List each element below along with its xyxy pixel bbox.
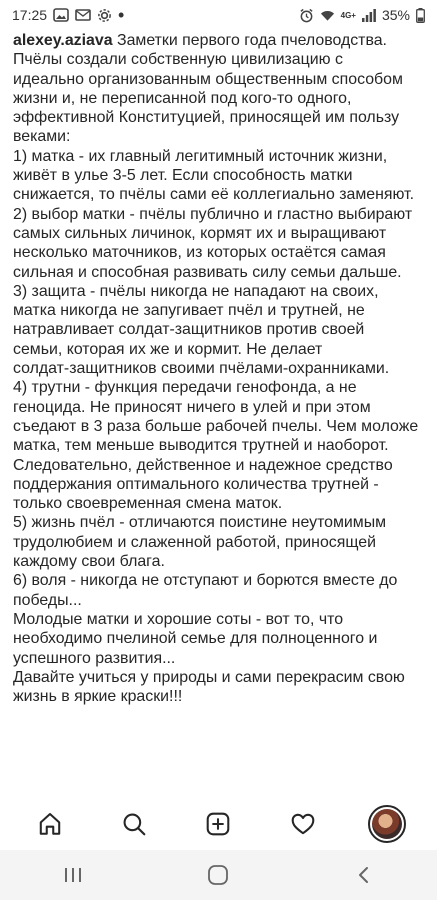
caption-line-text: Заметки первого года пчеловодства. bbox=[116, 32, 387, 49]
caption-line bbox=[13, 436, 427, 455]
caption-line bbox=[13, 494, 427, 513]
recent-apps-button[interactable] bbox=[43, 855, 103, 895]
caption-line bbox=[13, 108, 427, 127]
caption-line bbox=[13, 70, 427, 89]
caption-line-text: только своевременная смена маток. bbox=[13, 495, 283, 513]
caption-line-text: эффективной Конституцией, приносящей им пользу bbox=[13, 109, 400, 127]
caption-line bbox=[13, 50, 427, 69]
caption-line bbox=[13, 533, 427, 552]
caption-line-text: жизнь в яркие краски!!! bbox=[13, 688, 183, 706]
status-time: 17:25 bbox=[12, 7, 48, 23]
caption-line bbox=[13, 185, 427, 204]
caption-line bbox=[13, 89, 427, 108]
caption-line bbox=[13, 417, 427, 436]
caption-line bbox=[13, 340, 427, 359]
caption-line bbox=[13, 668, 427, 687]
new-post-icon bbox=[205, 811, 231, 837]
caption-line-text: снижается, то пчёлы сами её коллегиально заменяют. bbox=[13, 186, 414, 204]
caption-line bbox=[13, 147, 427, 166]
caption-line bbox=[13, 320, 427, 339]
post-username[interactable]: alexey.aziava bbox=[13, 32, 113, 49]
caption-line bbox=[13, 456, 427, 475]
caption-line-text: каждому свои блага. bbox=[13, 553, 165, 571]
home-button[interactable] bbox=[188, 855, 248, 895]
system-navigation-bar bbox=[0, 850, 437, 900]
caption-line bbox=[13, 629, 427, 648]
back-icon bbox=[357, 865, 371, 885]
caption-line-text: матка, тем меньше выводится трутней и наоборот. bbox=[13, 437, 389, 455]
caption-line-text: геноцида. Не приносят ничего в улей и при этом bbox=[13, 398, 371, 416]
search-icon bbox=[121, 811, 147, 837]
home-button-icon bbox=[207, 864, 229, 886]
caption-line bbox=[13, 282, 427, 301]
caption-line bbox=[13, 571, 427, 590]
caption-line-text: трудолюбием и слаженной работой, приносящей bbox=[13, 533, 376, 551]
recent-apps-icon bbox=[63, 866, 83, 884]
home-icon bbox=[37, 811, 63, 837]
bottom-tab-bar bbox=[0, 798, 437, 850]
caption-line-text: успешного развития... bbox=[13, 649, 176, 667]
caption-line-text: поддержания оптимального количества трутней - bbox=[13, 475, 379, 493]
signal-icon bbox=[362, 9, 376, 22]
tab-home[interactable] bbox=[30, 804, 70, 844]
caption-line-text: веками: bbox=[13, 128, 71, 146]
caption-line-text: несколько маточников, из которых остаётся самая bbox=[13, 244, 386, 262]
avatar-photo bbox=[372, 809, 402, 839]
battery-percent: 35% bbox=[381, 7, 410, 23]
back-button[interactable] bbox=[334, 855, 394, 895]
caption-line bbox=[13, 31, 427, 50]
wifi-icon bbox=[320, 9, 335, 22]
caption-line bbox=[13, 205, 427, 224]
alarm-icon bbox=[299, 8, 314, 23]
heart-icon bbox=[290, 811, 316, 837]
status-left bbox=[12, 7, 124, 23]
caption-line-text: Молодые матки и хорошие соты - вот то, что bbox=[13, 610, 344, 628]
tab-new-post[interactable] bbox=[198, 804, 238, 844]
network-type-label: 4G+ bbox=[340, 10, 356, 20]
caption-line-text: победы... bbox=[13, 591, 82, 609]
caption-line bbox=[13, 263, 427, 282]
caption-line-text: солдат-защитников своими пчёлами-охранниками. bbox=[13, 360, 390, 378]
settings-notification-icon bbox=[97, 8, 112, 23]
caption-line bbox=[13, 224, 427, 243]
battery-icon bbox=[416, 8, 425, 23]
caption-line bbox=[13, 359, 427, 378]
more-notifications-dot: • bbox=[118, 5, 125, 25]
caption-line bbox=[13, 649, 427, 668]
caption-line-text: съедают в 3 раза больше рабочей пчелы. Чем моложе bbox=[13, 417, 419, 435]
profile-avatar bbox=[368, 805, 406, 843]
caption-line-text: необходимо пчелиной семье для полноценного и bbox=[13, 630, 378, 648]
tab-profile[interactable] bbox=[367, 804, 407, 844]
caption-line-text: матка никогда не запугивает пчёл и трутней, не bbox=[13, 302, 365, 320]
caption-line-text: натравливает солдат-защитников против своей bbox=[13, 321, 365, 339]
caption-line bbox=[13, 687, 427, 706]
caption-line bbox=[13, 513, 427, 532]
gallery-notification-icon bbox=[53, 8, 69, 22]
status-right bbox=[299, 7, 425, 23]
caption-line bbox=[13, 610, 427, 629]
caption-line bbox=[13, 475, 427, 494]
caption-line-text: 4) трутни - функция передачи генофонда, а не bbox=[13, 379, 357, 397]
caption-line bbox=[13, 378, 427, 397]
caption-line-text: 1) матка - их главный легитимный источник жизни, bbox=[13, 147, 388, 165]
caption-line-text: 3) защита - пчёлы никогда не нападают на своих, bbox=[13, 282, 379, 300]
caption-line bbox=[13, 243, 427, 262]
mail-notification-icon bbox=[75, 8, 91, 22]
caption-line-text: жизни и, не переписанной под кого-то одного, bbox=[13, 89, 352, 107]
caption-line-text: сильная и способная развивать силу семьи дальше. bbox=[13, 263, 402, 281]
caption-line bbox=[13, 552, 427, 571]
caption-line-text: Давайте учиться у природы и сами перекрасим свою bbox=[13, 668, 405, 686]
status-bar bbox=[0, 0, 437, 30]
tab-activity[interactable] bbox=[283, 804, 323, 844]
caption-line-text: 5) жизнь пчёл - отличаются поистине неутомимым bbox=[13, 514, 387, 532]
caption-line-text: Пчёлы создали собственную цивилизацию с bbox=[13, 51, 343, 69]
caption-line bbox=[13, 398, 427, 417]
post-caption bbox=[13, 31, 427, 706]
caption-line bbox=[13, 301, 427, 320]
caption-line-text: Следовательно, действенное и надежное средство bbox=[13, 456, 393, 474]
caption-line-text: 2) выбор матки - пчёлы публично и гластно выбирают bbox=[13, 205, 413, 223]
tab-search[interactable] bbox=[114, 804, 154, 844]
caption-line-text: самых сильных личинок, кормят их и выращивают bbox=[13, 224, 387, 242]
caption-line-text: живёт в улье 3-5 лет. Если способность матки bbox=[13, 167, 353, 185]
caption-line-text: 6) воля - никогда не отступают и борются вместе до bbox=[13, 572, 398, 590]
caption-line bbox=[13, 591, 427, 610]
caption-line-text: идеально организованным общественным способом bbox=[13, 70, 403, 88]
caption-line bbox=[13, 166, 427, 185]
caption-line-text: семьи, которая их же и кормит. Не делает bbox=[13, 340, 323, 358]
caption-line bbox=[13, 127, 427, 146]
